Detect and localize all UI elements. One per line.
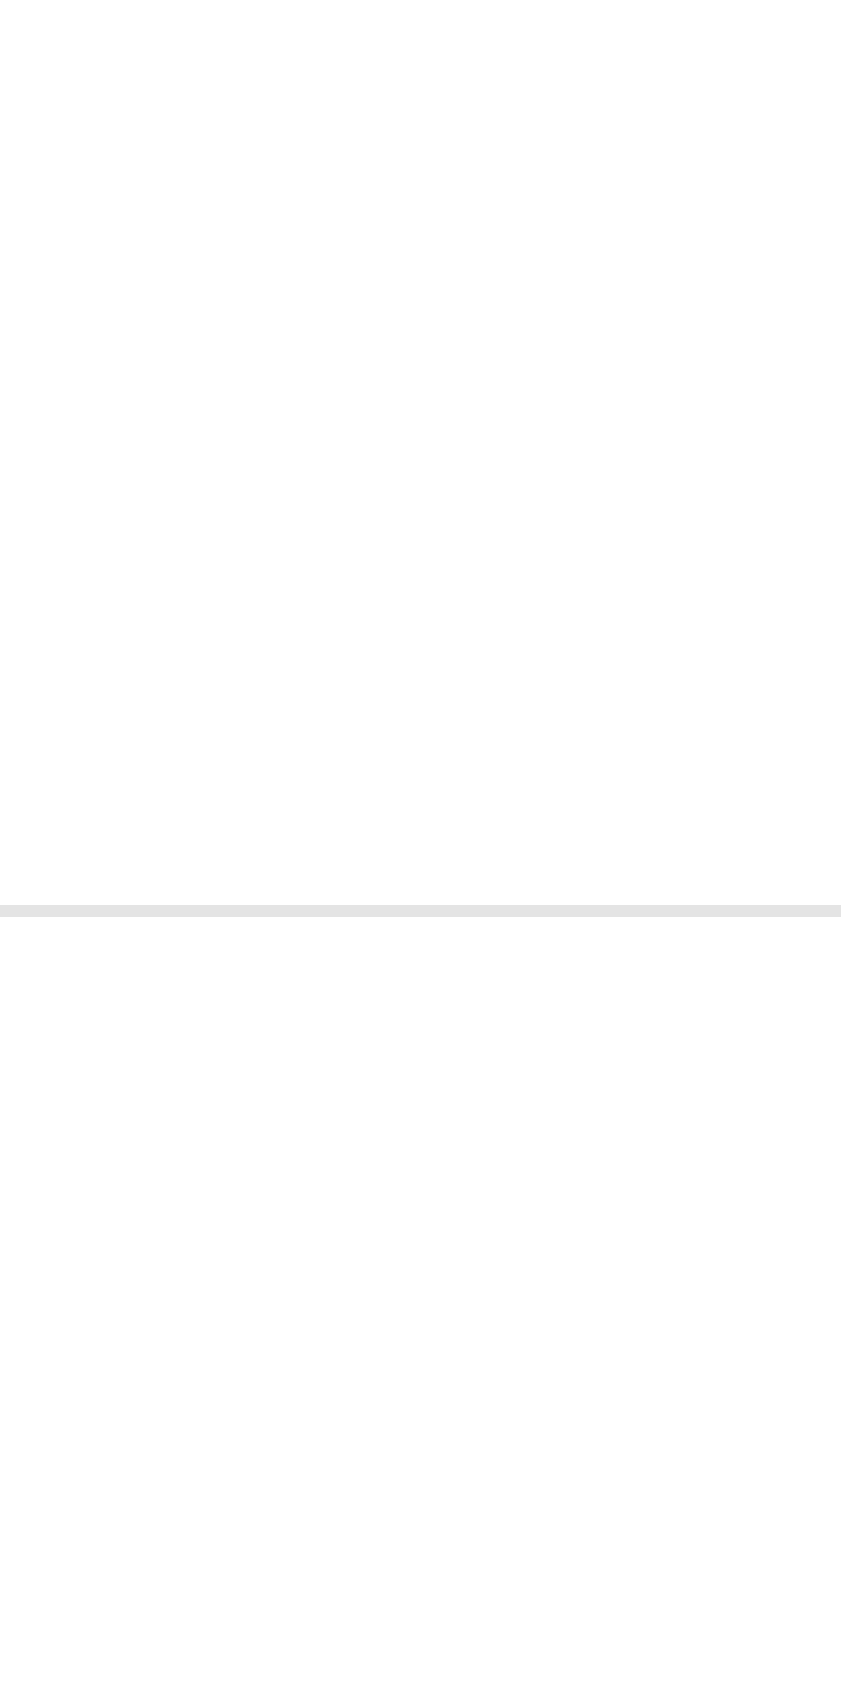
page-bottom <box>0 917 841 1702</box>
page-separator <box>0 905 841 917</box>
